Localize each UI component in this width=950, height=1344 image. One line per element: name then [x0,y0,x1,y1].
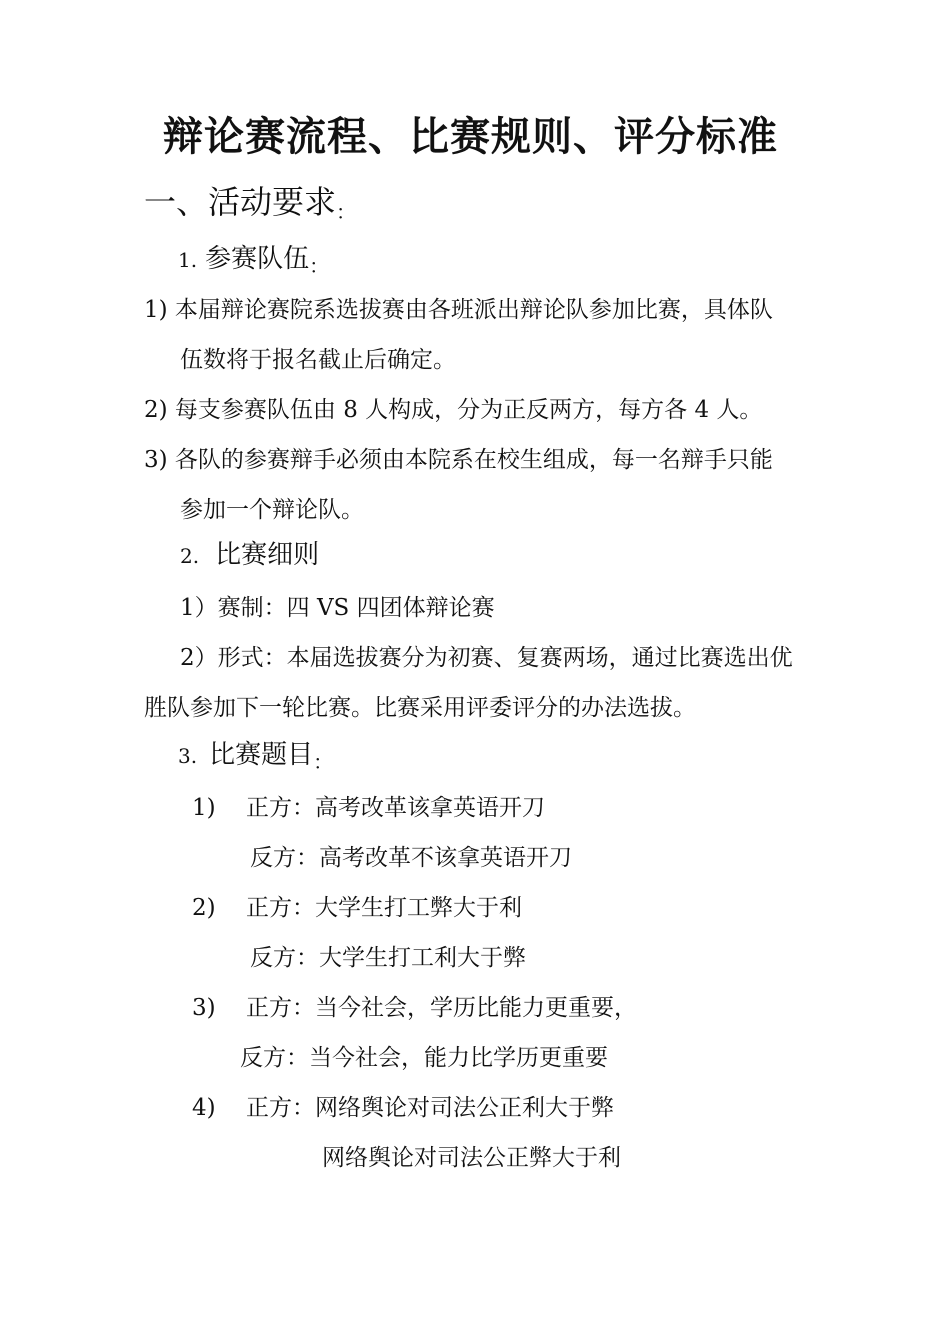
subheading-number: 1. [178,248,198,272]
topic-index: 3) [192,995,216,1021]
topic-index: 1) [192,795,216,821]
topic-3-con: 反方：当今社会，能力比学历更重要 [240,1045,608,1071]
topic-pro-text: 正方：网络舆论对司法公正利大于弊 [246,1095,614,1121]
document-title: 辩论赛流程、比赛规则、评分标准 [163,113,778,160]
topic-1-con: 反方：高考改革不该拿英语开刀 [250,845,572,871]
subheading-label: 比赛细则 [215,540,320,570]
competition-rule-format: 1）赛制：四 VS 四团体辩论赛 [180,595,495,621]
team-rule-2: 2) 每支参赛队伍由 8 人构成，分为正反两方，每方各 4 人。 [144,397,763,423]
subheading-label: 参赛队伍 [205,244,310,274]
team-rule-3-line2: 参加一个辩论队。 [180,497,364,523]
topic-1-pro [192,793,545,823]
subheading-competition-rules [180,538,319,573]
team-rule-1-line1: 1) 本届辩论赛院系选拔赛由各班派出辩论队参加比赛，具体队 [144,297,773,323]
section-heading-activity-requirements [144,182,356,232]
subheading-number: 3. [178,744,198,768]
topic-4-pro [192,1093,614,1123]
topic-pro-text: 正方：大学生打工弊大于利 [246,895,522,921]
competition-rule-form-line1: 2）形式：本届选拔赛分为初赛、复赛两场，通过比赛选出优 [180,645,793,671]
topic-4-con: 网络舆论对司法公正弊大于利 [322,1145,621,1171]
team-rule-3-line1: 3) 各队的参赛辩手必须由本院系在校生组成，每一名辩手只能 [144,447,773,473]
topic-3-pro [192,993,637,1023]
subheading-topics [178,738,333,779]
section-heading-colon: ： [336,200,357,224]
topic-pro-text: 正方：高考改革该拿英语开刀 [246,795,545,821]
topic-index: 4) [192,1095,216,1121]
topic-2-pro [192,893,522,923]
subheading-colon: ： [309,254,330,278]
section-heading-text: 一、活动要求 [144,183,337,221]
topic-pro-text: 正方：当今社会，学历比能力更重要， [246,995,637,1021]
team-rule-1-line2: 伍数将于报名截止后确定。 [180,347,456,373]
subheading-teams [178,242,329,283]
subheading-number: 2. [180,544,200,568]
competition-rule-form-line2: 胜队参加下一轮比赛。比赛采用评委评分的办法选拔。 [144,695,696,721]
topic-index: 2) [192,895,216,921]
subheading-label: 比赛题目 [209,740,314,770]
subheading-colon: ： [313,750,334,774]
topic-2-con: 反方：大学生打工利大于弊 [250,945,526,971]
